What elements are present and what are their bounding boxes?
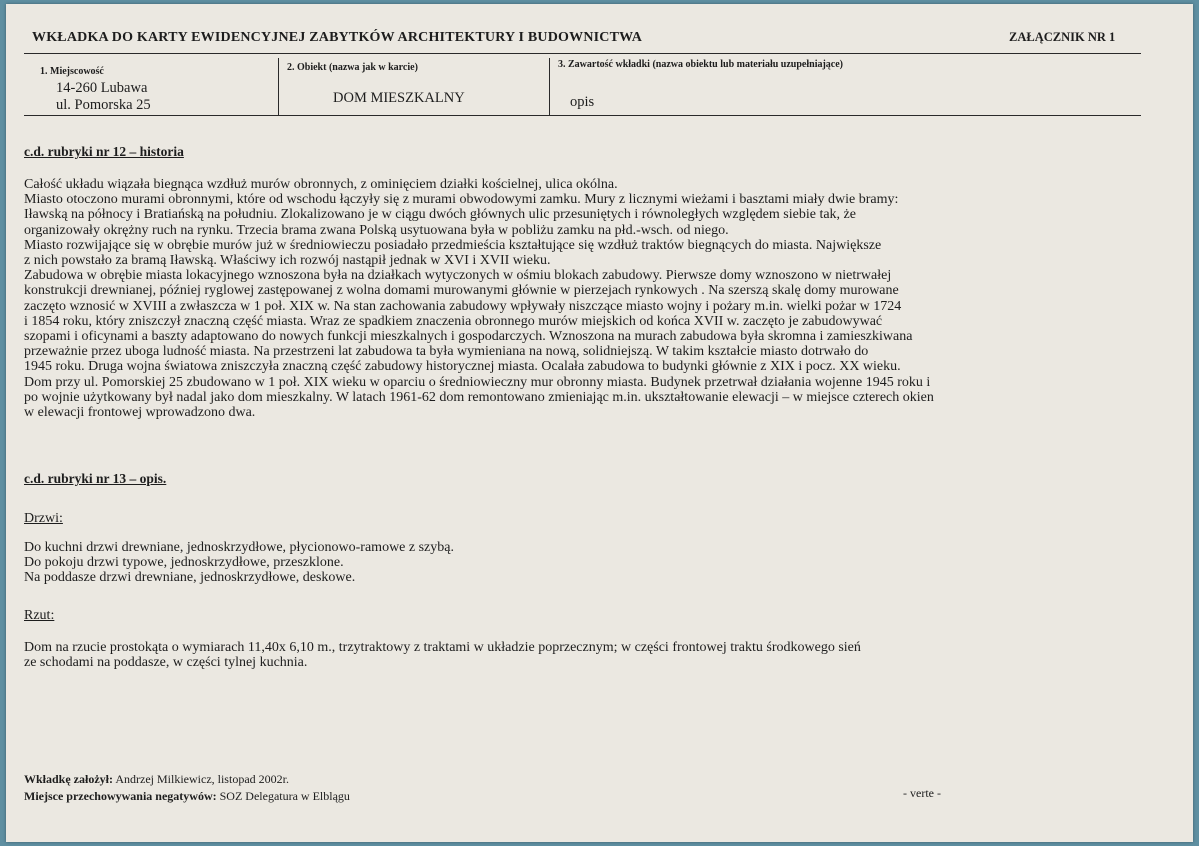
negatives-location bbox=[24, 789, 350, 804]
verso-note: - verte - bbox=[903, 786, 941, 800]
object-value: DOM MIESZKALNY bbox=[333, 90, 465, 106]
text-line: Dom przy ul. Pomorskiej 25 zbudowano w 1 poł. XIX wieku w oparciu o średniowieczny mur obronny miasta. Budynek przetrwał działania wojenne 1945 roku i bbox=[24, 374, 931, 390]
prepared-by bbox=[24, 772, 289, 787]
text-line: szopami i oficynami a baszty adaptowano do nowych funkcji mieszkalnych i gospodarczych. Wznoszona na murach zabudowa była skromna i zamieszkiwana bbox=[24, 329, 913, 345]
text-line: ze schodami na poddasze, w części tylnej kuchnia. bbox=[24, 655, 308, 671]
plan-heading: Rzut: bbox=[24, 608, 55, 623]
section-heading-history: c.d. rubryki nr 12 – historia bbox=[24, 144, 184, 159]
text-line: Iławską na północy i Bratiańską na południu. Zlokalizowano je w ciągu dwóch głównych ulic przesuniętych i równoległych względem siebie tak, że bbox=[24, 207, 856, 223]
doors-text bbox=[24, 540, 454, 586]
negatives-location-label: Miejsce przechowywania negatywów: bbox=[24, 789, 217, 803]
text-line: w elewacji frontowej wprowadzono dwa. bbox=[24, 405, 256, 421]
text-line: Dom na rzucie prostokąta o wymiarach 11,40x 6,10 m., trzytraktowy z traktami w układzie poprzecznym; w części frontowej traktu środkowego sień bbox=[24, 640, 861, 655]
text-line: Zabudowa w obrębie miasta lokacyjnego wznoszona była na działkach wytyczonych w ośmiu blokach zabudowy. Pierwsze domy wznoszono w nietrwałej bbox=[24, 268, 892, 284]
locality-line-1: 14-260 Lubawa bbox=[56, 80, 148, 96]
text-line: 1945 roku. Druga wojna światowa zniszczyła znaczną część zabudowy historycznej miasta. Ocalała zabudowa to budynki głównie z XIX i pocz. XX wieku. bbox=[24, 359, 901, 375]
document-title: WKŁADKA DO KARTY EWIDENCYJNEJ ZABYTKÓW ARCHITEKTURY I BUDOWNICTWA bbox=[32, 30, 643, 45]
insert-contents-value: opis bbox=[570, 94, 595, 110]
text-line: i 1854 roku, który zniszczył znaczną część miasta. Wraz ze spadkiem znaczenia obronnego murów miejskich od końca XVII w. zaczęto je zabudowywać bbox=[24, 313, 883, 329]
text-line: przeważnie przez uboga ludność miasta. Na przestrzeni lat zabudowa ta była wymieniana na nową, solidniejszą. W takim kształcie miasto dotrwało do bbox=[24, 344, 869, 360]
text-line: Miasto otoczono murami obronnymi, które od wschodu łączyły się z murami obwodowymi zamku. Mury z licznymi wieżami i basztami miały dwie bramy: bbox=[24, 192, 899, 208]
section-heading-description: c.d. rubryki nr 13 – opis. bbox=[24, 471, 167, 486]
header-rule-bottom bbox=[24, 115, 1141, 116]
history-text bbox=[24, 177, 934, 420]
locality-line-2: ul. Pomorska 25 bbox=[56, 97, 151, 113]
text-line: Na poddasze drzwi drewniane, jednoskrzydłowe, deskowe. bbox=[24, 570, 356, 586]
text-line: zaczęto wznosić w XVIII a zwłaszcza w 1 poł. XIX w. Na stan zachowania zabudowy wpływały niszczące miasto wojny i pożary m.in. wielki pożar w 1724 bbox=[24, 298, 902, 314]
doors-heading: Drzwi: bbox=[24, 511, 63, 526]
prepared-by-value: Andrzej Milkiewicz, listopad 2002r. bbox=[115, 772, 289, 786]
text-line: organizowały okrężny ruch na rynku. Trzecia brama zwana Polską usytuowana była w pobliżu zamku na płd.-wsch. od niego. bbox=[24, 222, 729, 238]
object-label: 2. Obiekt (nazwa jak w karcie) bbox=[287, 62, 418, 73]
plan-text bbox=[24, 640, 861, 670]
text-line: konstrukcji drewnianej, później ryglowej zastępowanej z wolna domami murowanymi głównie w pierzejach rynkowych . Na szerszą skalę domy murowane bbox=[24, 283, 899, 299]
annex-number: ZAŁĄCZNIK NR 1 bbox=[1009, 30, 1116, 44]
text-line: Miasto rozwijające się w obrębie murów już w średniowieczu posiadało przedmieścia kształtujące się wzdłuż traktów biegnących do miasta. Największe bbox=[24, 237, 882, 253]
negatives-location-value: SOZ Delegatura w Elblągu bbox=[219, 789, 350, 803]
prepared-by-label: Wkładkę założył: bbox=[24, 772, 113, 786]
text-line: Do pokoju drzwi typowe, jednoskrzydłowe, przeszklone. bbox=[24, 555, 344, 571]
cell-divider-1 bbox=[278, 58, 279, 115]
text-line: Całość układu wiązała biegnąca wzdłuż murów obronnych, z ominięciem działki kościelnej, ulica okólna. bbox=[24, 177, 618, 192]
document-sheet bbox=[6, 4, 1193, 842]
header-rule-top bbox=[24, 53, 1141, 54]
locality-label: 1. Miejscowość bbox=[40, 66, 104, 77]
cell-divider-2 bbox=[549, 58, 550, 115]
text-line: z nich powstało za bramą Iławską. Właściwy ich rozwój nastąpił jednak w XVI i XVII wieku. bbox=[24, 253, 551, 269]
insert-contents-label: 3. Zawartość wkładki (nazwa obiektu lub materiału uzupełniające) bbox=[558, 59, 844, 70]
text-line: po wojnie użytkowany był nadal jako dom mieszkalny. W latach 1961-62 dom remontowano zmieniając m.in. ukształtowanie elewacji – w miejsce czterech okien bbox=[24, 389, 934, 405]
text-line: Do kuchni drzwi drewniane, jednoskrzydłowe, płycionowo-ramowe z szybą. bbox=[24, 540, 454, 555]
